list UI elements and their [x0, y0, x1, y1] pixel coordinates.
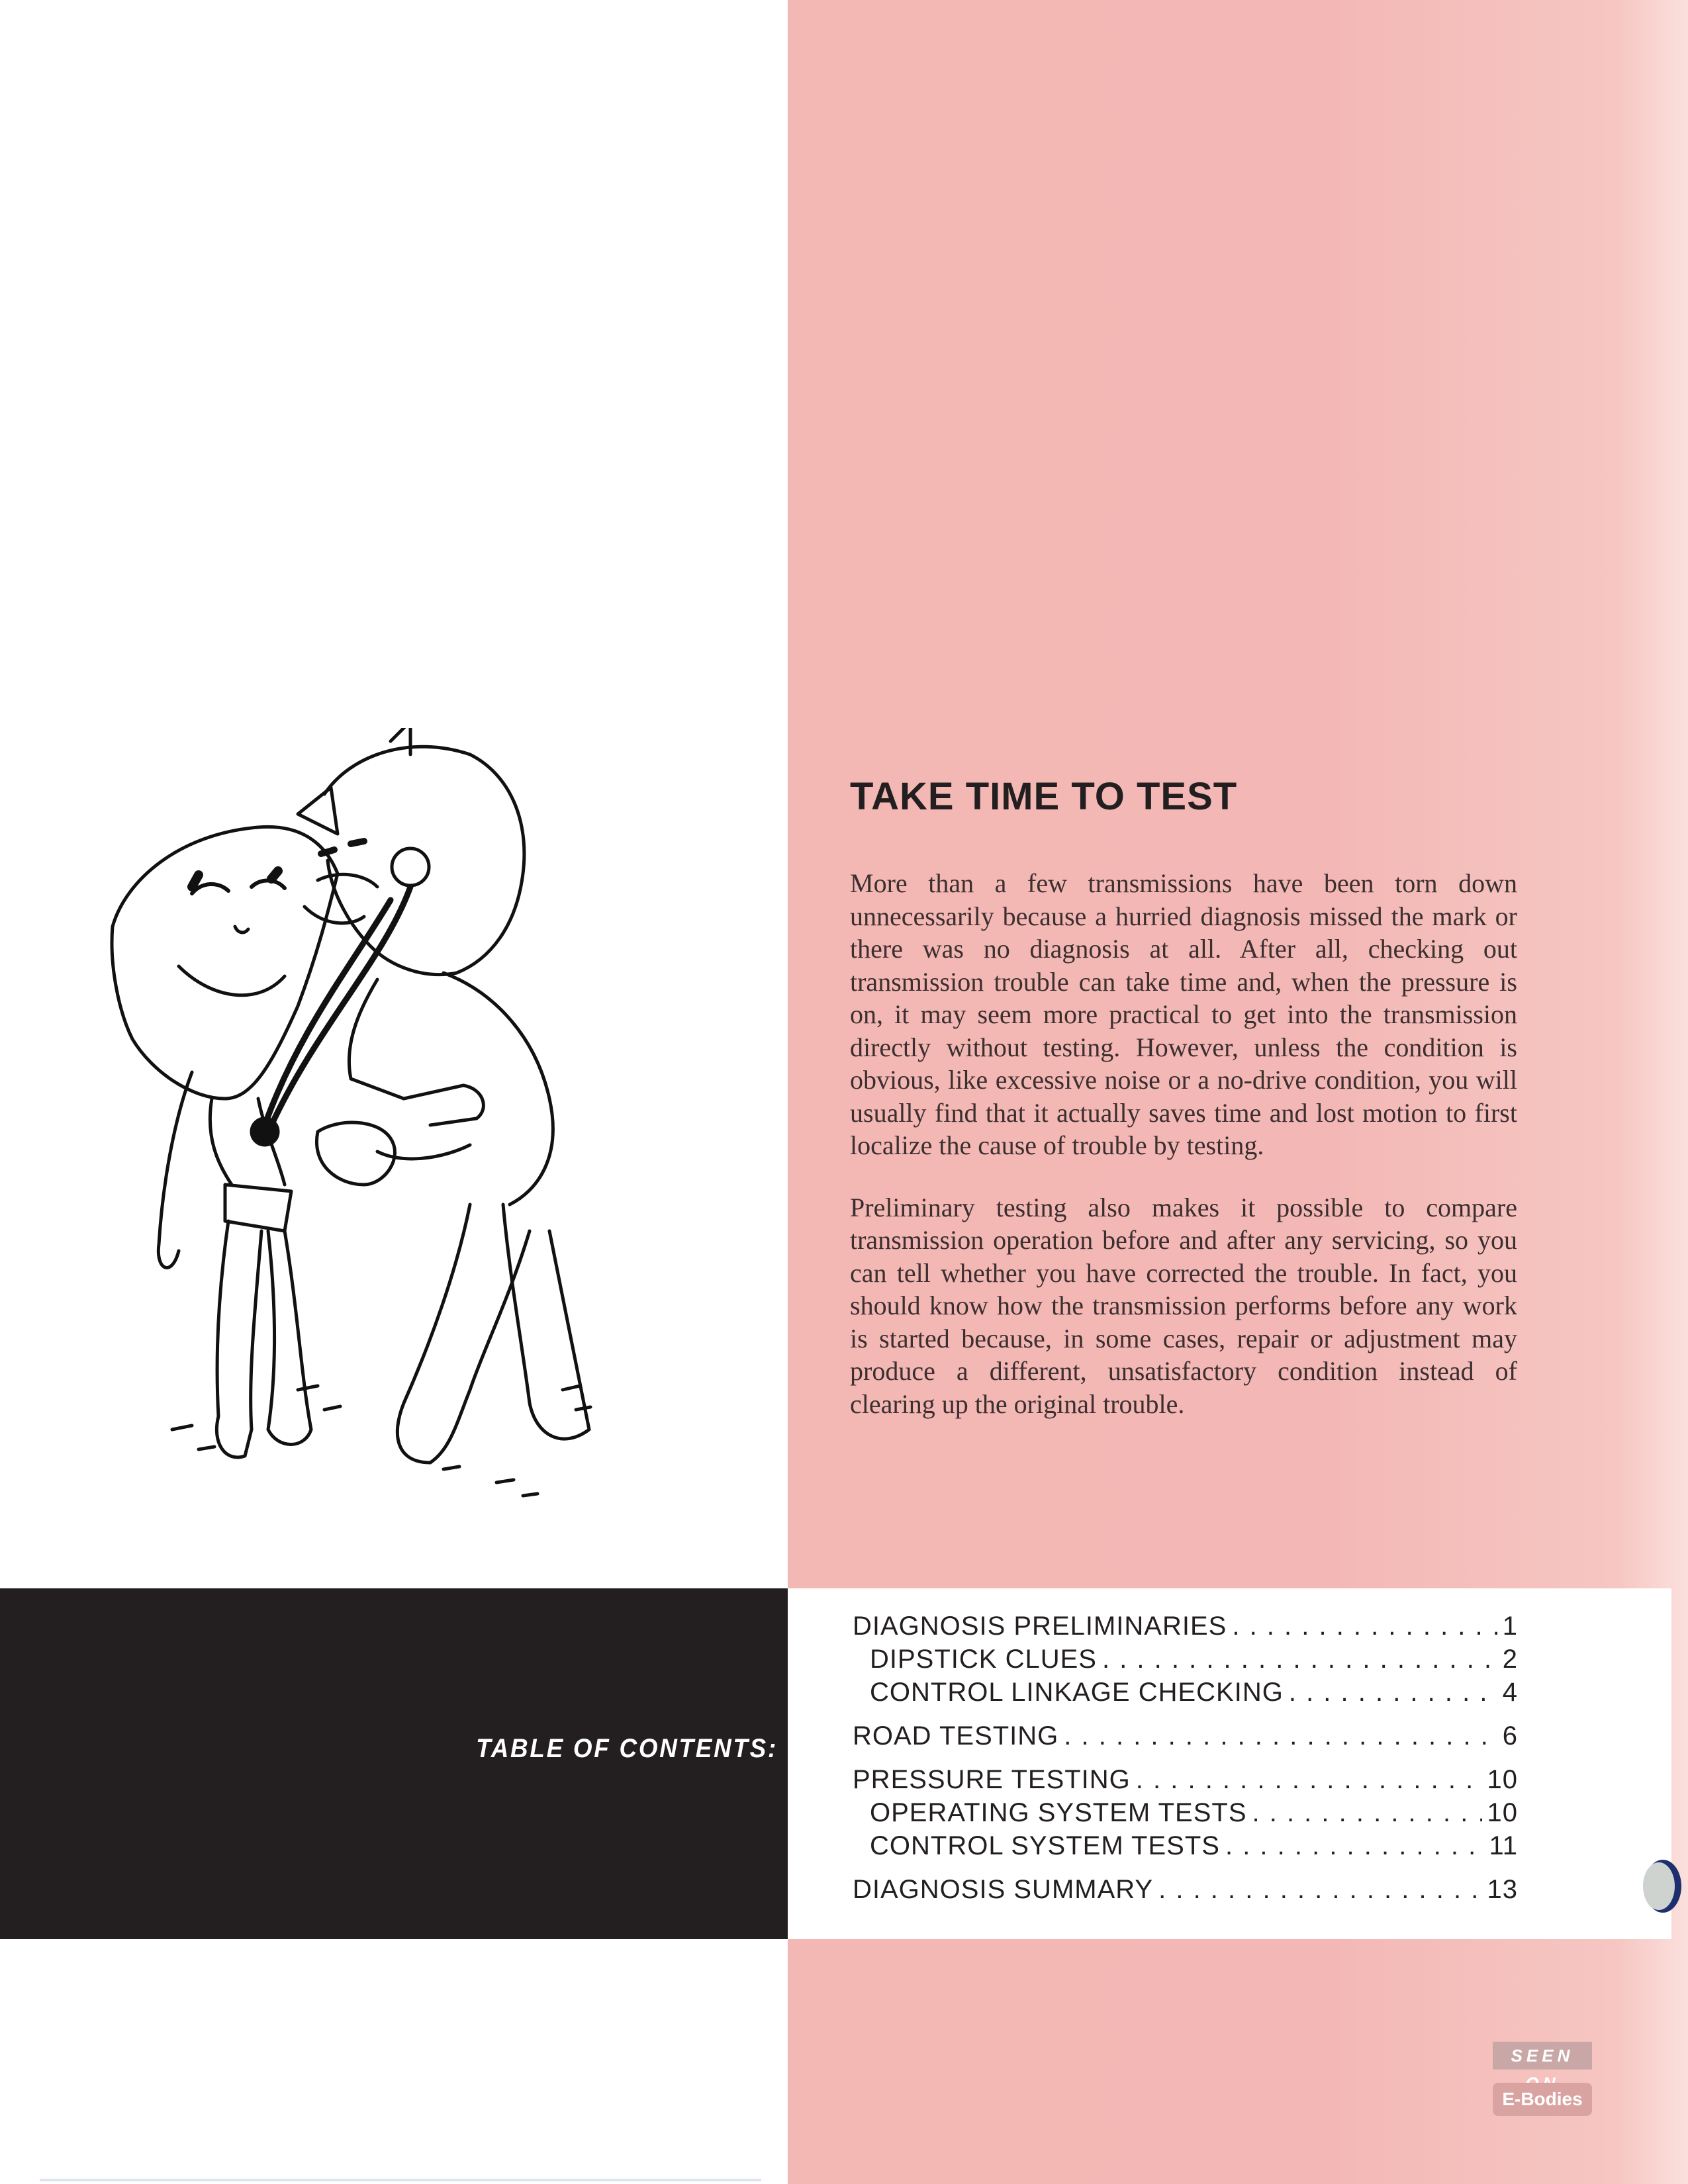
toc-entry-page: 10 — [1487, 1798, 1518, 1827]
toc-entry-control-system-tests[interactable] — [853, 1829, 1518, 1862]
toc-entry-dipstick-clues[interactable] — [853, 1643, 1518, 1676]
seen-on-e-bodies-watermark — [1493, 2042, 1592, 2118]
toc-leader-dots — [1158, 1873, 1481, 1906]
toc-entry-title: PRESSURE TESTING — [853, 1765, 1131, 1794]
table-of-contents — [853, 1610, 1518, 1906]
toc-entry-page: 13 — [1487, 1875, 1518, 1904]
toc-entry-title: ROAD TESTING — [853, 1721, 1059, 1751]
watermark-line2: E-Bodies — [1493, 2083, 1592, 2116]
toc-label: TABLE OF CONTENTS: — [476, 1734, 778, 1763]
article-body — [850, 867, 1517, 1449]
page-thumb-marker-icon — [1635, 1856, 1681, 1916]
toc-entry-title: DIPSTICK CLUES — [870, 1645, 1097, 1674]
toc-leader-dots — [1136, 1763, 1482, 1796]
toc-leader-dots — [1252, 1796, 1482, 1829]
article-paragraph: More than a few transmissions have been torn down unnecessarily because a hurried diagnosis missed the mark or there was no diagnosis at all. After all, checking out transmission trouble can take time and, when the pressure is on, it may seem more practical to get into the transmission directly without testing. However, unless the condition is obvious, like excessive noise or a no-drive condition, you will usually find that it actually saves time and lost motion to first localize the cause of trouble by testing. — [850, 868, 1517, 1160]
toc-entry-title: DIAGNOSIS SUMMARY — [853, 1875, 1154, 1904]
toc-entry-pressure-testing[interactable] — [853, 1763, 1518, 1796]
toc-entry-operating-system-tests[interactable] — [853, 1796, 1518, 1829]
toc-entry-title: OPERATING SYSTEM TESTS — [870, 1798, 1247, 1827]
toc-entry-title: CONTROL LINKAGE CHECKING — [870, 1678, 1284, 1707]
toc-entry-control-linkage-checking[interactable] — [853, 1676, 1518, 1709]
toc-entry-page: 4 — [1502, 1678, 1518, 1707]
toc-entry-diagnosis-preliminaries[interactable] — [853, 1610, 1518, 1643]
toc-entry-page: 1 — [1502, 1612, 1518, 1641]
watermark-line1: SEEN — [1493, 2042, 1592, 2070]
article-title: TAKE TIME TO TEST — [850, 775, 1238, 818]
toc-entry-page: 10 — [1487, 1765, 1518, 1794]
toc-entry-page: 11 — [1489, 1831, 1518, 1860]
toc-entry-diagnosis-summary[interactable] — [853, 1873, 1518, 1906]
toc-leader-dots — [1102, 1643, 1497, 1676]
toc-leader-dots — [1064, 1719, 1497, 1752]
toc-leader-dots — [1225, 1829, 1484, 1862]
toc-entry-title: DIAGNOSIS PRELIMINARIES — [853, 1612, 1227, 1641]
article-paragraph: Preliminary testing also makes it possible to compare transmission operation before and after any servicing, so you can tell whether you have corrected the trouble. In fact, you should know how the transmission performs before any work is started because, in some cases, repair or adjustment may produce a different, unsatisfactory condition instead of clearing up the original trouble. — [850, 1192, 1517, 1419]
toc-leader-dots — [1232, 1610, 1497, 1643]
toc-label-band — [0, 1588, 788, 1939]
bottom-edge-rule — [40, 2179, 761, 2181]
mechanic-stethoscope-illustration — [99, 728, 695, 1549]
toc-leader-dots — [1289, 1676, 1497, 1709]
toc-entry-title: CONTROL SYSTEM TESTS — [870, 1831, 1220, 1860]
toc-entry-page: 6 — [1502, 1721, 1518, 1751]
toc-entry-road-testing[interactable] — [853, 1719, 1518, 1752]
toc-entry-page: 2 — [1502, 1645, 1518, 1674]
